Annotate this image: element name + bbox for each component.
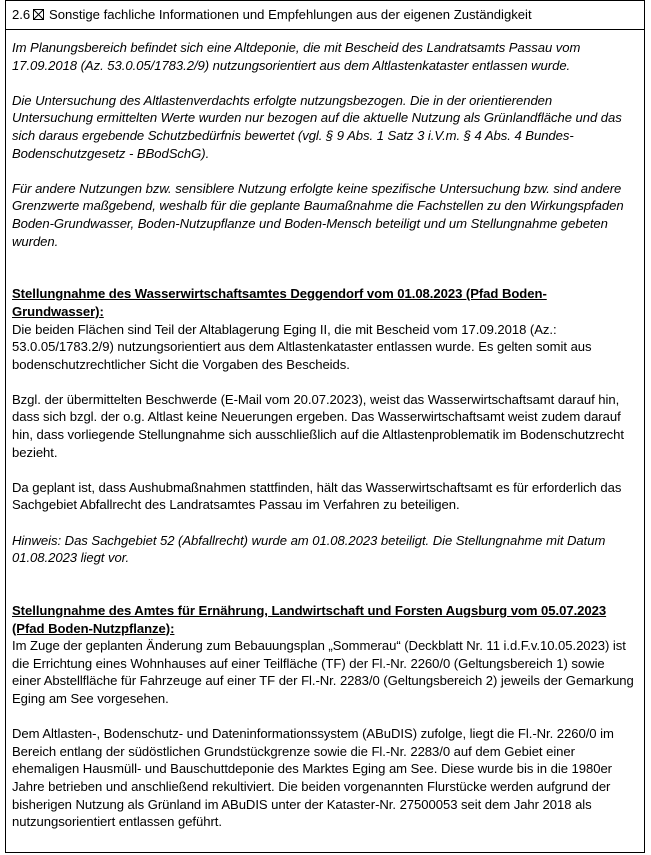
statement-wwa-heading: Stellungnahme des Wasserwirtschaftsamtes Deggendorf vom 01.08.2023 (Pfad Boden-Grundwasser): — [12, 286, 547, 319]
intro-paragraph: Die Untersuchung des Altlastenverdachts erfolgte nutzungsbezogen. Die in der orientierenden Untersuchung ermittelten Werte wurden nur bezogen auf die aktuelle Nutzung als Grünlandfläche und das sich daraus ergebende Schutzbedürfnis bewertet (vgl. § 9 Abs. 1 Satz 3 i.V.m. § 4 Abs. 4 Bundes-Bodenschutzgesetz - BBodSchG). — [12, 92, 622, 161]
statement-aelf-heading: Stellungnahme des Amtes für Ernährung, Landwirtschaft und Forsten Augsburg vom 05.07.2023 (Pfad Boden-Nutzpflanze): — [12, 603, 607, 636]
statement-wwa-paragraph: Da geplant ist, dass Aushubmaßnahmen stattfinden, hält das Wasserwirtschaftsamt es für erforderlich das Sachgebiet Abfallrecht des Landratsamtes Passau im Verfahren zu beteiligen. — [12, 479, 622, 513]
statement-wwa-paragraph: Die beiden Flächen sind Teil der Altablagerung Eging II, die mit Bescheid vom 17.09.2018 (Az.: 53.0.05/1783.2/9) nutzungsorientiert aus dem Altlastenkataster entlassen wurde. Es gelten somit aus bodenschutzrechtlicher Sicht die Vorgaben des Bescheids. — [12, 321, 592, 372]
statement-wwa-paragraph: Bzgl. der übermittelten Beschwerde (E-Mail vom 20.07.2023), weist das Wasserwirtschaftsamt darauf hin, dass sich bzgl. der o.g. Altlast keine Neuerungen ergeben. Das Wasserwirtschaftsamt weist zudem darauf hin, dass vorliegende Stellungnahme sich ausschließlich auf die Altlastenproblematik im Bodenschutzrecht bezieht. — [12, 391, 625, 460]
section-content — [12, 39, 636, 831]
document-page — [5, 0, 645, 853]
section-header — [6, 0, 644, 30]
section-title: Sonstige fachliche Informationen und Empfehlungen aus der eigenen Zuständigkeit — [49, 7, 532, 22]
checked-checkbox-icon — [33, 9, 44, 20]
section-header-text — [12, 7, 532, 22]
statement-aelf-paragraph: Im Zuge der geplanten Änderung zum Bebauungsplan „Sommerau“ (Deckblatt Nr. 11 i.d.F.v.10.05.2023) ist die Errichtung eines Wohnhauses auf einer Teilfläche (TF) der Fl.-Nr. 2260/0 (Geltungsbereich 1) sowie einer Abstellfläche für Fahrzeuge auf einer TF der Fl.-Nr. 2283/0 (Geltungsbereich 2) jeweils der Gemarkung Eging am See vorgesehen. — [12, 638, 634, 706]
section-number: 2.6 — [12, 7, 31, 22]
intro-paragraph: Im Planungsbereich befindet sich eine Altdeponie, die mit Bescheid des Landratsamts Passau vom 17.09.2018 (Az. 53.0.05/1783.2/9) nutzungsorientiert aus dem Altlastenkataster entlassen wurde. — [12, 40, 581, 73]
statement-aelf-paragraph: Dem Altlasten-, Bodenschutz- und Dateninformationssystem (ABuDIS) zufolge, liegt die Fl.-Nr. 2260/0 im Bereich entlang der südöstlichen Grundstückgrenze sowie die Fl.-Nr. 2283/0 auf dem Gebiet einer ehemaligen Hausmüll- und Bauschuttdeponie des Marktes Eging am See. Diese wurde bis in die 1980er Jahre betrieben und anschließend rekultiviert. Die beiden vorgenannten Flurstücke werden aufgrund der bisherigen Nutzung als Grünland im ABuDIS unter der Kataster-Nr. 27500053 seit dem Jahr 2018 als nutzungsorientiert entlassen geführt. — [12, 726, 614, 830]
intro-paragraph: Für andere Nutzungen bzw. sensiblere Nutzung erfolgte keine spezifische Untersuchung bzw. sind andere Grenzwerte maßgebend, weshalb für die geplante Baumaßnahme die Fachstellen zu den Wirkungspfaden Boden-Grundwasser, Boden-Nutzupflanze und Boden-Mensch beteiligt und um Stellungnahme gebeten wurden. — [12, 180, 624, 249]
statement-wwa-note: Hinweis: Das Sachgebiet 52 (Abfallrecht) wurde am 01.08.2023 beteiligt. Die Stellungnahme mit Datum 01.08.2023 liegt vor. — [12, 532, 606, 566]
